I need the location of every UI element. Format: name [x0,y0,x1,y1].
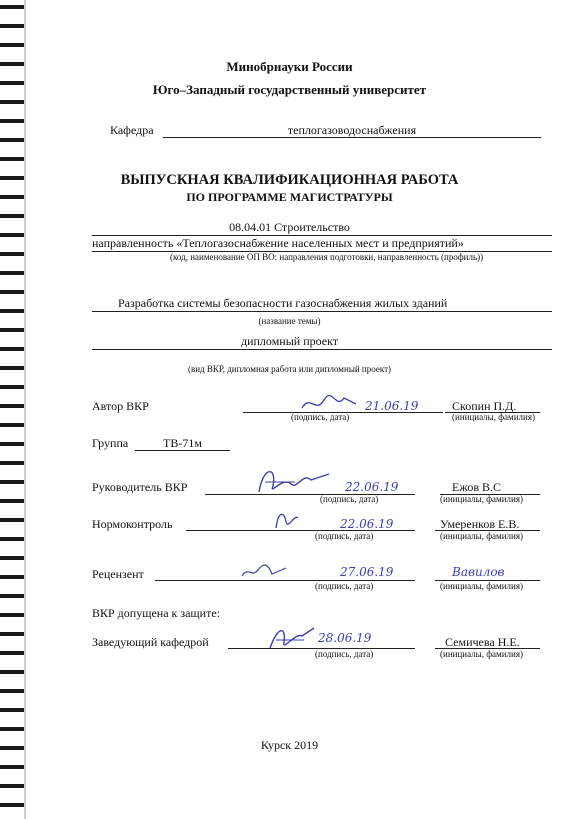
page-edge [24,0,26,819]
author-name-caption: (инициалы, фамилия) [452,412,535,422]
normcontrol-name-caption: (инициалы, фамилия) [440,531,523,541]
head-name-caption: (инициалы, фамилия) [440,649,523,659]
supervisor-signature-date: 22.06.19 [345,480,399,494]
reviewer-signature-scribble [240,560,290,582]
program-focus: направленность «Теплогазоснабжение населенных мест и предприятий» [92,236,464,250]
normcontrol-name: Умеренков Е.В. [440,517,520,531]
normcontrol-sig-caption: (подпись, дата) [315,531,374,541]
topic-value: Разработка системы безопасности газоснабжения жилых зданий [118,296,448,310]
supervisor-name-caption: (инициалы, фамилия) [440,494,523,504]
head-name: Семичева Н.Е. [445,635,520,649]
work-type-line [92,349,552,350]
supervisor-sig-caption: (подпись, дата) [320,494,379,504]
group-line [135,450,230,451]
group-label: Группа [92,436,129,450]
author-role: Автор ВКР [92,399,149,413]
author-name: Скопин П.Д. [452,399,517,413]
supervisor-name: Ежов В.С [452,480,501,494]
department-value: теплогазоводоснабжения [287,123,417,137]
department-label: Кафедра [110,123,154,137]
work-type-caption: (вид ВКР, дипломная работа или дипломный проект) [187,364,392,374]
department-line [163,137,541,138]
head-signature-date: 28.06.19 [318,631,372,645]
city-year: Курск 2019 [260,738,319,752]
supervisor-signature-scribble [255,462,335,498]
head-signature-scribble [268,622,318,652]
admission-label: ВКР допущена к защите: [92,606,220,620]
group-value: ТВ-71м [163,436,202,450]
work-type-value: дипломный проект [240,334,339,348]
reviewer-name-caption: (инициалы, фамилия) [440,581,523,591]
normcontrol-role: Нормоконтроль [92,517,173,531]
topic-line [92,311,552,312]
reviewer-name: Вавилов [452,565,505,579]
normcontrol-signature-scribble [272,506,302,530]
program-caption: (код, наименование ОП ВО: направления подготовки, направленность (профиль)) [170,252,484,262]
reviewer-sig-caption: (подпись, дата) [315,581,374,591]
supervisor-role: Руководитель ВКР [92,480,188,494]
ministry-heading: Минобрнауки России [226,59,353,74]
author-sig-caption: (подпись, дата) [291,412,350,422]
author-signature-date: 21.06.19 [365,399,419,413]
author-signature-scribble [300,392,360,414]
reviewer-role: Рецензент [92,567,144,581]
university-heading: Юго–Западный государственный университет [152,82,427,97]
spiral-binding [0,0,24,819]
document-title-line1: ВЫПУСКНАЯ КВАЛИФИКАЦИОННАЯ РАБОТА [120,172,459,188]
program-code: 08.04.01 Строительство [229,220,350,234]
head-sig-caption: (подпись, дата) [315,649,374,659]
normcontrol-signature-date: 22.06.19 [340,517,394,531]
document-title-line2: ПО ПРОГРАММЕ МАГИСТРАТУРЫ [186,190,393,204]
topic-caption: (название темы) [258,316,321,326]
head-role: Заведующий кафедрой [92,635,209,649]
reviewer-signature-date: 27.06.19 [340,565,394,579]
